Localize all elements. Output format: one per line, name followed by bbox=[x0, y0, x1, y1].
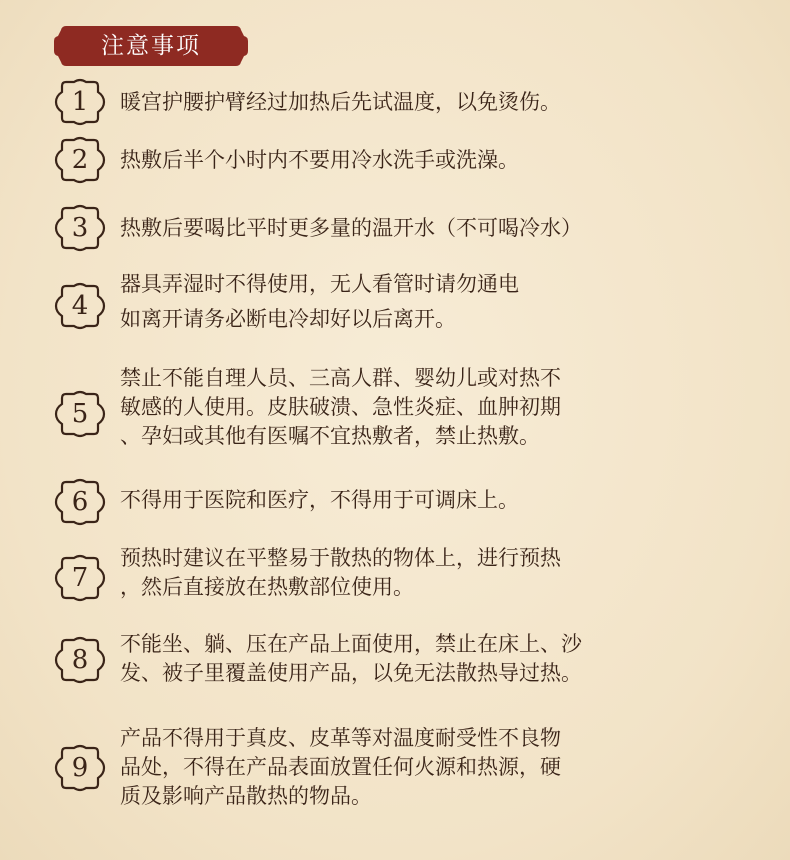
text-line: 热敷后要喝比平时更多量的温开水（不可喝冷水） bbox=[120, 216, 582, 240]
item-text bbox=[120, 214, 770, 243]
item-text bbox=[120, 544, 770, 602]
text-line: 器具弄湿时不得使用，无人看管时请勿通电 bbox=[120, 272, 519, 296]
number-badge bbox=[54, 282, 106, 330]
item-text bbox=[120, 146, 770, 175]
item-text bbox=[120, 724, 770, 811]
number-label: 5 bbox=[71, 399, 89, 429]
text-line: 品处，不得在产品表面放置任何火源和热源，硬 bbox=[120, 755, 561, 779]
number-badge bbox=[54, 478, 106, 526]
title-badge bbox=[52, 24, 250, 68]
text-line: 如离开请务必断电冷却好以后离开。 bbox=[120, 307, 456, 331]
number-badge bbox=[54, 554, 106, 602]
number-label: 7 bbox=[71, 563, 89, 593]
number-badge bbox=[54, 78, 106, 126]
item-text bbox=[120, 486, 770, 515]
number-badge bbox=[54, 136, 106, 184]
item-text bbox=[120, 364, 770, 451]
number-badge bbox=[54, 204, 106, 252]
text-line: 、孕妇或其他有医嘱不宜热敷者，禁止热敷。 bbox=[120, 424, 540, 448]
text-line: 热敷后半个小时内不要用冷水洗手或洗澡。 bbox=[120, 148, 519, 172]
text-line: ，然后直接放在热敷部位使用。 bbox=[120, 575, 414, 599]
number-label: 6 bbox=[71, 487, 89, 517]
text-line: 不得用于医院和医疗，不得用于可调床上。 bbox=[120, 488, 519, 512]
text-line: 质及影响产品散热的物品。 bbox=[120, 784, 372, 808]
text-line: 暖宫护腰护臂经过加热后先试温度，以免烫伤。 bbox=[120, 90, 561, 114]
item-text bbox=[120, 88, 770, 117]
number-badge bbox=[54, 636, 106, 684]
text-line: 不能坐、躺、压在产品上面使用，禁止在床上、沙 bbox=[120, 632, 582, 656]
number-label: 8 bbox=[71, 645, 89, 675]
number-label: 2 bbox=[71, 145, 89, 175]
number-label: 3 bbox=[71, 213, 89, 243]
text-line: 发、被子里覆盖使用产品，以免无法散热导过热。 bbox=[120, 661, 582, 685]
number-label: 9 bbox=[71, 753, 89, 783]
number-label: 1 bbox=[71, 87, 89, 117]
item-text bbox=[120, 630, 770, 688]
page-title: 注意事项 bbox=[101, 33, 201, 59]
text-line: 禁止不能自理人员、三高人群、婴幼儿或对热不 bbox=[120, 366, 561, 390]
text-line: 预热时建议在平整易于散热的物体上，进行预热 bbox=[120, 546, 561, 570]
text-line: 产品不得用于真皮、皮革等对温度耐受性不良物 bbox=[120, 726, 561, 750]
number-badge bbox=[54, 390, 106, 438]
number-badge bbox=[54, 744, 106, 792]
number-label: 4 bbox=[71, 291, 89, 321]
text-line: 敏感的人使用。皮肤破溃、急性炎症、血肿初期 bbox=[120, 395, 561, 419]
item-text bbox=[120, 270, 770, 334]
